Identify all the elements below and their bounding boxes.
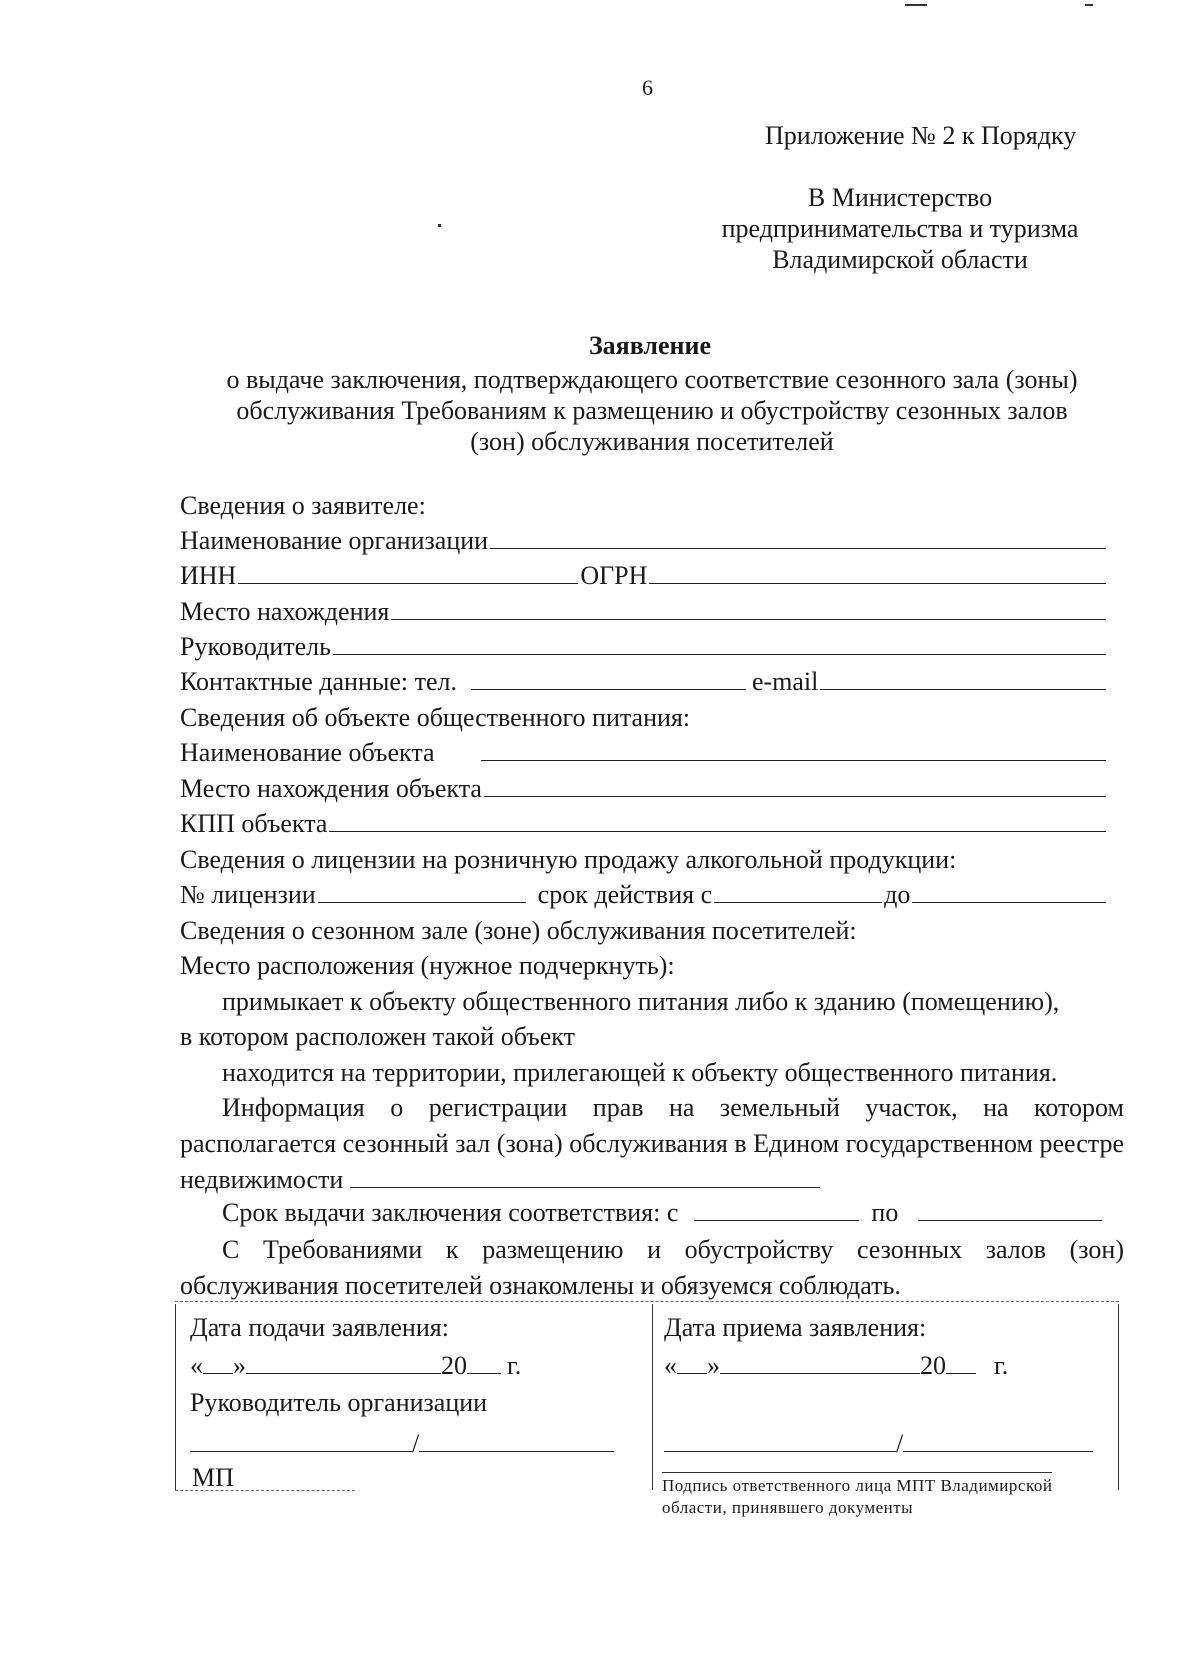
director-name-field[interactable]	[419, 1429, 614, 1452]
facility-name-field[interactable]	[481, 740, 1106, 761]
registry-field[interactable]	[350, 1165, 820, 1188]
phone-field[interactable]	[471, 669, 746, 690]
receiver-signature-field[interactable]	[664, 1429, 896, 1452]
email-field[interactable]	[820, 669, 1106, 690]
director-signer-label: Руководитель организации	[190, 1388, 488, 1417]
term-label: Срок выдачи заключения соответствия: с	[222, 1198, 679, 1227]
caption-line: области, принявшего документы	[662, 1498, 914, 1517]
date-close-quote: »	[707, 1351, 720, 1380]
subtitle-line: (зон) обслуживания посетителей	[470, 427, 834, 456]
term-from-field[interactable]	[694, 1198, 859, 1221]
placement-label-text: Место расположения (нужное подчеркнуть):	[180, 951, 675, 980]
document-title: Заявление	[588, 331, 712, 360]
appendix-reference: Приложение № 2 к Порядку	[765, 121, 1077, 150]
license-number-label: № лицензии	[180, 880, 316, 909]
right-box-border	[1118, 1304, 1119, 1490]
director-label: Руководитель	[180, 632, 331, 661]
receiver-name-field[interactable]	[903, 1429, 1093, 1452]
contacts-row	[180, 666, 1106, 698]
org-name-field[interactable]	[490, 528, 1106, 549]
location-field[interactable]	[391, 599, 1106, 620]
facility-name-label: Наименование объекта	[180, 738, 435, 767]
term-until-label: по	[871, 1198, 899, 1227]
location-row	[180, 596, 1106, 628]
receipt-date-label: Дата приема заявления:	[664, 1313, 927, 1342]
registry-info-text: Информация о регистрации прав на земельный участок, на котором располагается сезонный зал (зона) обслуживания в Едином государственном реестре недвижимости	[180, 1093, 1124, 1194]
term-row	[222, 1197, 1102, 1229]
year-prefix: 20	[920, 1351, 946, 1380]
submission-year-field[interactable]	[467, 1351, 501, 1374]
license-heading	[180, 844, 956, 876]
addressee-line: В Министерство	[807, 183, 993, 212]
placement-label	[180, 950, 675, 982]
submission-date-row	[190, 1350, 521, 1382]
license-from-field[interactable]	[714, 882, 882, 903]
year-suffix: г.	[507, 1351, 522, 1380]
facility-name-row	[180, 737, 1106, 769]
scan-artifact	[905, 4, 927, 6]
document-subtitle	[180, 364, 1124, 457]
signature-slash: /	[896, 1429, 904, 1458]
receipt-month-field[interactable]	[720, 1351, 920, 1374]
signature-slash: /	[412, 1429, 420, 1458]
placement-option-adjacent-cont: в котором расположен такой объект	[180, 1022, 575, 1051]
addressee-block	[700, 182, 1100, 275]
license-heading-text: Сведения о лицензии на розничную продажу алкогольной продукции:	[180, 845, 957, 874]
contacts-label: Контактные данные: тел.	[180, 667, 457, 696]
license-row	[180, 879, 1106, 911]
email-label: e-mail	[751, 667, 819, 696]
box-top-border	[175, 1301, 1119, 1302]
submission-day-field[interactable]	[203, 1351, 233, 1374]
submission-month-field[interactable]	[246, 1351, 441, 1374]
year-suffix: г.	[994, 1351, 1009, 1380]
inn-field[interactable]	[238, 563, 578, 584]
director-field[interactable]	[333, 634, 1106, 655]
date-close-quote: »	[233, 1351, 246, 1380]
ogrn-field[interactable]	[649, 563, 1106, 584]
scan-artifact	[1085, 4, 1093, 6]
facility-location-field[interactable]	[484, 776, 1106, 797]
receipt-day-field[interactable]	[677, 1351, 707, 1374]
ogrn-label: ОГРН	[580, 561, 648, 590]
license-until-field[interactable]	[912, 882, 1106, 903]
license-validity-label: срок действия с	[537, 880, 713, 909]
license-until-label: до	[884, 880, 911, 909]
receipt-year-field[interactable]	[946, 1351, 976, 1374]
receiver-box-border	[652, 1304, 653, 1490]
date-open-quote: «	[190, 1351, 203, 1380]
receipt-date-row	[664, 1350, 1008, 1382]
hall-heading-text: Сведения о сезонном зале (зоне) обслуживания посетителей:	[180, 916, 857, 945]
facility-kpp-row	[180, 808, 1106, 840]
facility-heading-text: Сведения об объекте общественного питания:	[180, 703, 691, 732]
agreement-text: С Требованиями к размещению и обустройству сезонных залов (зон) обслуживания посетителей ознакомлены и обязуемся соблюдать.	[180, 1235, 1124, 1300]
org-name-row	[180, 525, 1106, 557]
addressee-line: предпринимательства и туризма	[721, 214, 1079, 243]
license-number-field[interactable]	[318, 882, 526, 903]
facility-kpp-label: КПП объекта	[180, 809, 328, 838]
placement-option-territory[interactable]: находится на территории, прилегающей к объекту общественного питания.	[222, 1058, 1058, 1087]
inn-ogrn-row	[180, 560, 1106, 592]
applicant-box-border	[175, 1304, 176, 1490]
applicant-heading	[180, 490, 426, 522]
scan-artifact	[438, 224, 441, 227]
director-row	[180, 631, 1106, 663]
inn-label: ИНН	[180, 561, 237, 590]
director-signature-row	[190, 1428, 614, 1460]
facility-location-label: Место нахождения объекта	[180, 774, 482, 803]
location-label: Место нахождения	[180, 597, 390, 626]
facility-kpp-field[interactable]	[329, 811, 1106, 832]
facility-heading	[180, 702, 690, 734]
stamp-label: МП	[192, 1463, 234, 1492]
director-signature-field[interactable]	[190, 1429, 412, 1452]
date-open-quote: «	[664, 1351, 677, 1380]
receiver-signature-row	[664, 1428, 1093, 1460]
term-until-field[interactable]	[918, 1198, 1102, 1221]
subtitle-line: о выдаче заключения, подтверждающего соответствие сезонного зала (зоны)	[226, 365, 1078, 394]
applicant-heading-text: Сведения о заявителе:	[180, 491, 426, 520]
facility-location-row	[180, 773, 1106, 805]
page-number: 6	[642, 75, 653, 100]
org-name-label: Наименование организации	[180, 526, 489, 555]
addressee-line: Владимирской области	[772, 245, 1028, 274]
hall-heading	[180, 915, 857, 947]
year-prefix: 20	[441, 1351, 467, 1380]
subtitle-line: обслуживания Требованиям к размещению и обустройству сезонных залов	[236, 396, 1068, 425]
receiver-signature-caption	[662, 1472, 1052, 1519]
placement-option-adjacent[interactable]: примыкает к объекту общественного питания либо к зданию (помещению),	[222, 987, 1060, 1016]
caption-line: Подпись ответственного лица МПТ Владимирской	[662, 1476, 1053, 1495]
submission-date-label: Дата подачи заявления:	[190, 1313, 449, 1342]
registry-info	[180, 1090, 1124, 1198]
